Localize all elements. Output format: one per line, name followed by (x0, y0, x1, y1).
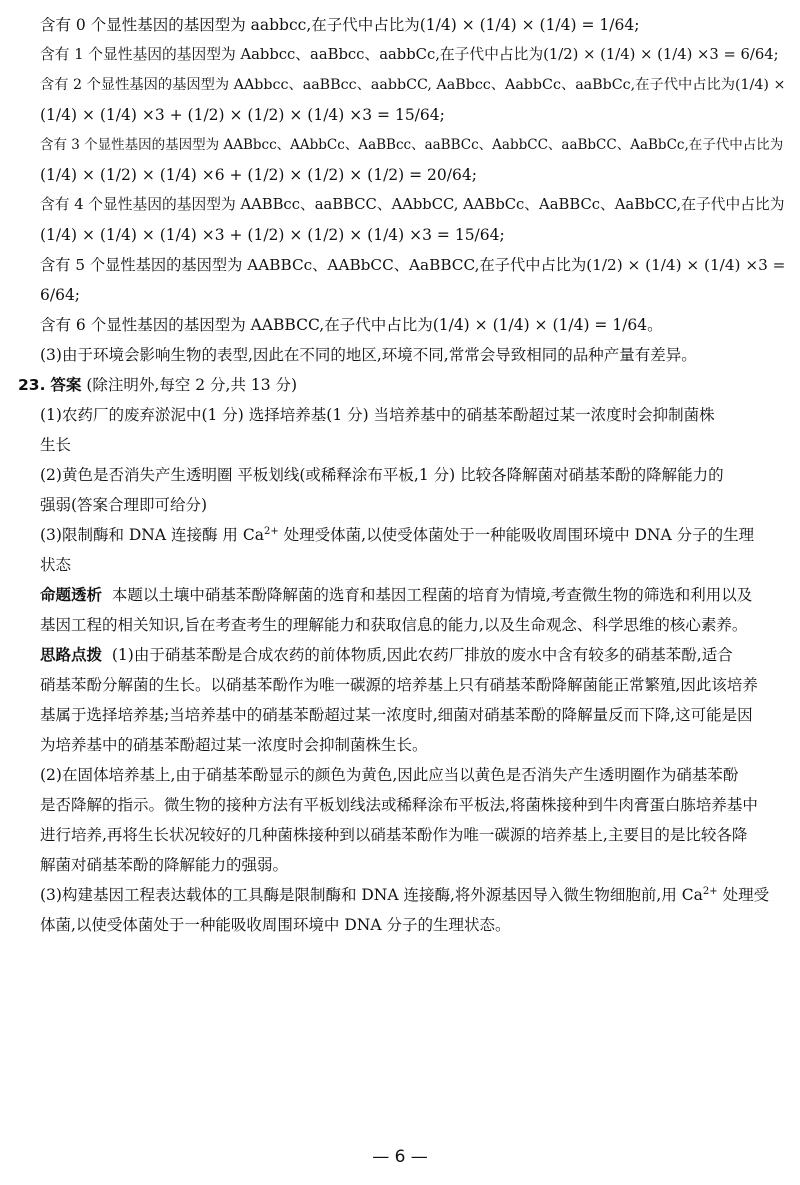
answer-3-line-2: 状态 (40, 556, 72, 574)
part-2-line-4: 解菌对硝基苯酚的降解能力的强弱。 (40, 856, 289, 874)
answer-3-pre: (3)限制酶和 DNA 连接酶 用 Ca (40, 526, 264, 544)
part-3-sup: 2+ (702, 885, 718, 897)
analysis-line-1 (40, 580, 785, 610)
genotype-line-2: 含有 2 个显性基因的基因型为 AAbbcc、aaBBcc、aabbCC, AaBbcc、AabbCc、aaBbCc,在子代中占比为(1/4) × (40, 77, 786, 93)
tips-label: 思路点拨 (40, 646, 103, 664)
answer-2-line-2: 强弱(答案合理即可给分) (40, 496, 208, 514)
answer-label: 答案 (50, 376, 82, 394)
answer-1-line-2: 生长 (40, 436, 72, 454)
part-2-line-2: 是否降解的指示。微生物的接种方法有平板划线法或稀释涂布平板法,将菌株接种到牛肉膏蛋白胨培养基中 (40, 796, 758, 814)
question-number: 23. (18, 376, 46, 394)
tips-line-2: 硝基苯酚分解菌的生长。以硝基苯酚作为唯一碳源的培养基上只有硝基苯酚降解菌能正常繁殖,因此该培养 (40, 676, 758, 694)
genotype-line-3: (1/4) × (1/4) ×3 + (1/2) × (1/2) × (1/4) ×3 = 15/64; (40, 106, 445, 124)
answer-3-sup: 2+ (263, 525, 279, 537)
page-number: — 6 — (372, 1147, 428, 1167)
genotype-line-4: 含有 3 个显性基因的基因型为 AABbcc、AAbbCc、AaBBcc、aaBBCc、AabbCC、aaBbCC、AaBbCc,在子代中占比为 (40, 137, 784, 153)
analysis-label: 命题透析 (40, 586, 103, 604)
part-3-line-1 (40, 880, 785, 910)
answer-3-post: 处理受体菌,以使受体菌处于一种能吸收周围环境中 DNA 分子的生理 (283, 526, 755, 544)
genotype-line-5: (1/4) × (1/2) × (1/4) ×6 + (1/2) × (1/2) × (1/2) = 20/64; (40, 166, 477, 184)
genotype-line-1: 含有 1 个显性基因的基因型为 Aabbcc、aaBbcc、aabbCc,在子代中占比为(1/2) × (1/4) × (1/4) ×3 = 6/64; (40, 46, 779, 63)
part-3-pre: (3)构建基因工程表达载体的工具酶是限制酶和 DNA 连接酶,将外源基因导入微生物细胞前,用 Ca (40, 886, 703, 904)
genotype-line-6: 含有 4 个显性基因的基因型为 AABBcc、aaBBCC、AAbbCC, AABbCc、AaBBCc、AaBbCC,在子代中占比为 (40, 196, 785, 213)
analysis-line-2: 基因工程的相关知识,旨在考查考生的理解能力和获取信息的能力,以及生命观念、科学思维的核心素养。 (40, 616, 748, 634)
part-2-line-3: 进行培养,再将生长状况较好的几种菌株接种到以硝基苯酚作为唯一碳源的培养基上,主要目的是比较各降 (40, 826, 748, 844)
genotype-line-7: (1/4) × (1/4) × (1/4) ×3 + (1/2) × (1/2) × (1/4) ×3 = 15/64; (40, 226, 505, 244)
answer-3-line-1 (40, 520, 785, 550)
part-2-line-1: (2)在固体培养基上,由于硝基苯酚显示的颜色为黄色,因此应当以黄色是否消失产生透明圈作为硝基苯酚 (40, 766, 739, 784)
tips-text-1: (1)由于硝基苯酚是合成农药的前体物质,因此农药厂排放的废水中含有较多的硝基苯酚,适合 (111, 646, 733, 664)
part-3-post: 处理受 (722, 886, 770, 904)
genotype-line-0: 含有 0 个显性基因的基因型为 aabbcc,在子代中占比为(1/4) × (1/4) × (1/4) = 1/64; (40, 16, 640, 34)
question-23-header (18, 370, 785, 400)
analysis-text-1: 本题以土壤中硝基苯酚降解菌的选育和基因工程菌的培育为情境,考查微生物的筛选和利用以及 (111, 586, 753, 604)
part-3-line-2: 体菌,以使受体菌处于一种能吸收周围环境中 DNA 分子的生理状态。 (40, 916, 511, 934)
answer-note: (除注明外,每空 2 分,共 13 分) (86, 376, 298, 394)
answer-2-line-1: (2)黄色是否消失产生透明圈 平板划线(或稀释涂布平板,1 分) 比较各降解菌对硝基苯酚的降解能力的 (40, 466, 724, 484)
environment-note: (3)由于环境会影响生物的表型,因此在不同的地区,环境不同,常常会导致相同的品种产量有差异。 (40, 346, 697, 364)
tips-line-4: 为培养基中的硝基苯酚超过某一浓度时会抑制菌株生长。 (40, 736, 428, 754)
genotype-line-10: 含有 6 个显性基因的基因型为 AABBCC,在子代中占比为(1/4) × (1/4) × (1/4) = 1/64。 (40, 316, 663, 334)
tips-line-1 (40, 640, 785, 670)
tips-line-3: 基属于选择培养基;当培养基中的硝基苯酚超过某一浓度时,细菌对硝基苯酚的降解量反而下降,这可能是因 (40, 706, 753, 724)
genotype-line-8: 含有 5 个显性基因的基因型为 AABBCc、AABbCC、AaBBCC,在子代中占比为(1/2) × (1/4) × (1/4) ×3 = (40, 256, 786, 274)
page-content (18, 10, 786, 940)
answer-1-line-1: (1)农药厂的废弃淤泥中(1 分) 选择培养基(1 分) 当培养基中的硝基苯酚超过某一浓度时会抑制菌株 (40, 406, 715, 424)
genotype-line-9: 6/64; (40, 286, 81, 304)
